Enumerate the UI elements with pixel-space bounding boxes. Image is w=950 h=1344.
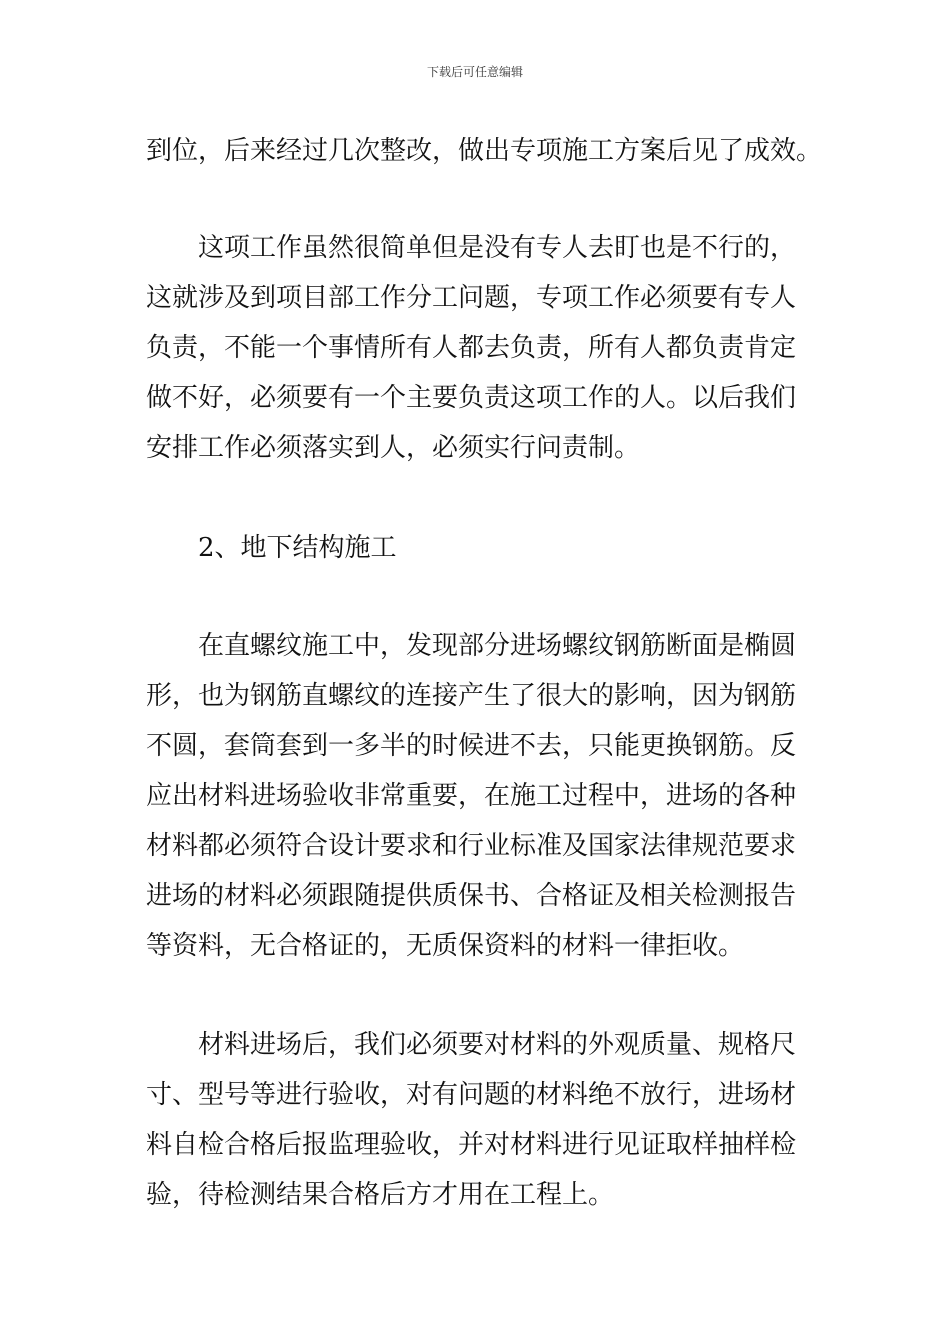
text-line: 形，也为钢筋直螺纹的连接产生了很大的影响，因为钢筋 — [146, 681, 797, 711]
page-header: 下载后可任意编辑 — [426, 65, 523, 79]
text-line: 寸、型号等进行验收，对有问题的材料绝不放行，进场材 — [146, 1080, 797, 1110]
text-line: 做不好，必须要有一个主要负责这项工作的人。以后我们 — [146, 383, 797, 413]
text-line: 这项工作虽然很简单但是没有专人去盯也是不行的， — [198, 233, 797, 263]
text-line: 验，待检测结果合格后方才用在工程上。 — [146, 1180, 615, 1210]
text-line: 安排工作必须落实到人，必须实行问责制。 — [146, 433, 641, 463]
text-line: 材料都必须符合设计要求和行业标准及国家法律规范要求 — [146, 831, 797, 861]
section-title: 2、地下结构施工 — [198, 533, 397, 563]
text-line: 到位，后来经过几次整改，做出专项施工方案后见了成效。 — [146, 136, 823, 166]
text-line: 料自检合格后报监理验收，并对材料进行见证取样抽样检 — [146, 1130, 797, 1160]
text-line: 进场的材料必须跟随提供质保书、合格证及相关检测报告 — [146, 881, 797, 911]
text-line: 在直螺纹施工中，发现部分进场螺纹钢筋断面是椭圆 — [198, 631, 797, 661]
text-line: 负责，不能一个事情所有人都去负责，所有人都负责肯定 — [146, 333, 797, 363]
text-line: 不圆，套筒套到一多半的时候进不去，只能更换钢筋。反 — [146, 731, 797, 761]
text-line: 材料进场后，我们必须要对材料的外观质量、规格尺 — [198, 1030, 797, 1060]
text-line: 等资料，无合格证的，无质保资料的材料一律拒收。 — [146, 931, 745, 961]
text-line: 应出材料进场验收非常重要，在施工过程中，进场的各种 — [146, 781, 797, 811]
text-line: 这就涉及到项目部工作分工问题，专项工作必须要有专人 — [146, 283, 797, 313]
